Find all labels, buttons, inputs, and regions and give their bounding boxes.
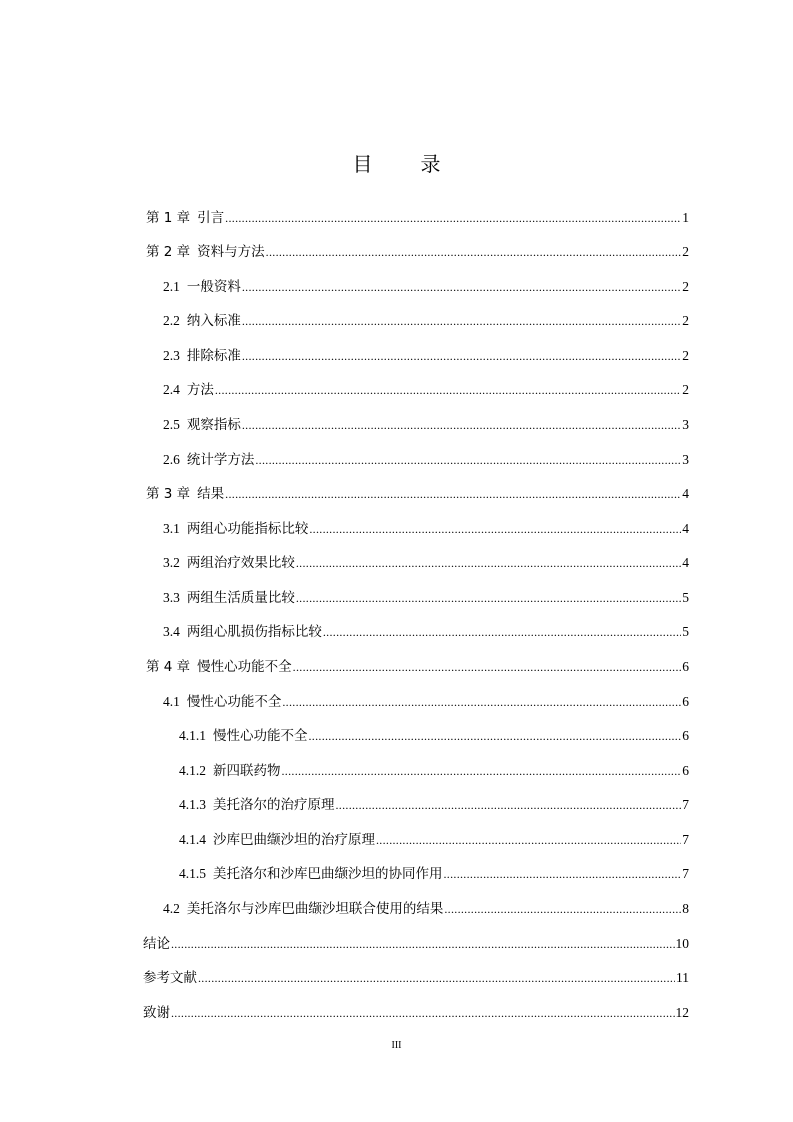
toc-leader-dots bbox=[198, 968, 675, 988]
toc-entry[interactable] bbox=[163, 450, 689, 470]
toc-entry[interactable] bbox=[179, 726, 689, 746]
toc-entry-page: 11 bbox=[676, 970, 689, 985]
toc-entry-number: 4.2 bbox=[163, 901, 180, 916]
toc-leader-dots bbox=[242, 277, 681, 297]
toc-entry-page: 2 bbox=[682, 348, 689, 363]
toc-leader-dots bbox=[296, 553, 681, 573]
toc-entry-title: 结论 bbox=[143, 936, 170, 952]
toc-entry-number: 3.4 bbox=[163, 624, 180, 639]
toc-entry-title: 资料与方法 bbox=[197, 244, 265, 260]
toc-entry-number: 2.4 bbox=[163, 382, 180, 397]
toc-entry-number: 2.2 bbox=[163, 313, 180, 328]
toc-leader-dots bbox=[282, 761, 682, 781]
toc-entry[interactable] bbox=[163, 346, 689, 366]
toc-entry-title: 纳入标准 bbox=[186, 313, 241, 329]
toc-leader-dots bbox=[309, 726, 682, 746]
toc-leader-dots bbox=[376, 830, 681, 850]
toc-entry-page: 2 bbox=[682, 313, 689, 328]
toc-entry-title: 慢性心功能不全 bbox=[213, 728, 308, 744]
toc-entry-page: 7 bbox=[682, 866, 689, 881]
toc-entry-title: 参考文献 bbox=[143, 970, 197, 986]
toc-entry-page: 5 bbox=[682, 624, 689, 639]
toc-leader-dots bbox=[225, 208, 681, 228]
toc-leader-dots bbox=[171, 1003, 675, 1023]
toc-entry-title: 美托洛尔和沙库巴曲缬沙坦的协同作用 bbox=[213, 866, 443, 882]
toc-entry-title: 两组心肌损伤指标比较 bbox=[186, 624, 322, 640]
toc-leader-dots bbox=[323, 622, 681, 642]
toc-entry-title: 慢性心功能不全 bbox=[197, 659, 292, 675]
page-number-footer: III bbox=[391, 1040, 402, 1051]
toc-entry-number: 2.5 bbox=[163, 417, 180, 432]
toc-entry-title: 两组心功能指标比较 bbox=[186, 521, 309, 537]
toc-leader-dots bbox=[336, 795, 682, 815]
toc-entry[interactable] bbox=[163, 519, 689, 539]
toc-entry-number: 2.3 bbox=[163, 348, 180, 363]
toc-title: 目 录 bbox=[352, 152, 455, 176]
toc-entry-number: 4.1 bbox=[163, 694, 180, 709]
toc-entry-title: 观察指标 bbox=[186, 417, 241, 433]
toc-entry[interactable] bbox=[143, 968, 689, 988]
toc-entry-title: 方法 bbox=[186, 382, 214, 398]
toc-entry-number: 4.1.5 bbox=[179, 866, 206, 881]
toc-entry[interactable] bbox=[163, 899, 689, 919]
toc-entry-page: 2 bbox=[682, 382, 689, 397]
toc-entry-page: 5 bbox=[682, 590, 689, 605]
toc-entry[interactable] bbox=[146, 657, 689, 677]
toc-entry-page: 3 bbox=[682, 417, 689, 432]
toc-entry[interactable] bbox=[163, 415, 689, 435]
toc-entry-title: 结果 bbox=[197, 486, 225, 502]
toc-leader-dots bbox=[296, 588, 681, 608]
toc-entry-number: 第 1 章 bbox=[146, 210, 191, 226]
toc-entry-title: 美托洛尔的治疗原理 bbox=[213, 797, 335, 813]
toc-entry-number: 2.6 bbox=[163, 452, 180, 467]
toc-entry-page: 4 bbox=[682, 486, 689, 501]
toc-entry-page: 8 bbox=[682, 901, 689, 916]
toc-entry-page: 6 bbox=[682, 763, 689, 778]
toc-entry-number: 4.1.4 bbox=[179, 832, 206, 847]
toc-entry-title: 致谢 bbox=[143, 1005, 170, 1021]
toc-entry-title: 沙库巴曲缬沙坦的治疗原理 bbox=[213, 832, 375, 848]
toc-entry-number: 3.1 bbox=[163, 521, 180, 536]
toc-entry[interactable] bbox=[179, 761, 689, 781]
toc-entry-title: 新四联药物 bbox=[213, 763, 281, 779]
toc-leader-dots bbox=[215, 380, 681, 400]
toc-entry[interactable] bbox=[163, 622, 689, 642]
toc-leader-dots bbox=[171, 934, 675, 954]
toc-leader-dots bbox=[444, 899, 681, 919]
toc-entry[interactable] bbox=[163, 277, 689, 297]
toc-entry[interactable] bbox=[143, 1003, 689, 1023]
toc-leader-dots bbox=[282, 692, 681, 712]
toc-leader-dots bbox=[242, 415, 681, 435]
toc-entry[interactable] bbox=[179, 864, 689, 884]
toc-entry-page: 10 bbox=[675, 936, 689, 951]
toc-entry-page: 1 bbox=[682, 210, 689, 225]
toc-entry[interactable] bbox=[179, 830, 689, 850]
toc-leader-dots bbox=[293, 657, 682, 677]
toc-leader-dots bbox=[444, 864, 682, 884]
toc-entry[interactable] bbox=[163, 311, 689, 331]
toc-entry-number: 2.1 bbox=[163, 279, 180, 294]
toc-entry[interactable] bbox=[163, 553, 689, 573]
toc-entry[interactable] bbox=[146, 242, 689, 262]
toc-entry-title: 引言 bbox=[197, 210, 225, 226]
toc-entry-title: 两组治疗效果比较 bbox=[186, 555, 295, 571]
toc-leader-dots bbox=[242, 346, 681, 366]
toc-entry-page: 2 bbox=[682, 279, 689, 294]
toc-leader-dots bbox=[309, 519, 681, 539]
toc-entry-title: 两组生活质量比较 bbox=[186, 590, 295, 606]
toc-entry[interactable] bbox=[146, 484, 689, 504]
toc-entry-title: 美托洛尔与沙库巴曲缬沙坦联合使用的结果 bbox=[186, 901, 444, 917]
toc-entry-page: 4 bbox=[682, 521, 689, 536]
toc-leader-dots bbox=[266, 242, 682, 262]
toc-entry[interactable] bbox=[163, 588, 689, 608]
toc-entry-title: 一般资料 bbox=[186, 279, 241, 295]
toc-entry-page: 4 bbox=[682, 555, 689, 570]
toc-entry-page: 6 bbox=[682, 728, 689, 743]
toc-entry[interactable] bbox=[163, 692, 689, 712]
toc-entry-number: 4.1.2 bbox=[179, 763, 206, 778]
toc-entry-number: 3.3 bbox=[163, 590, 180, 605]
toc-entry[interactable] bbox=[163, 380, 689, 400]
toc-entry-page: 6 bbox=[682, 659, 689, 674]
toc-entry-number: 第 4 章 bbox=[146, 659, 191, 675]
toc-entry-title: 慢性心功能不全 bbox=[186, 694, 282, 710]
toc-entry-page: 6 bbox=[682, 694, 689, 709]
toc-entry-title: 排除标准 bbox=[186, 348, 241, 364]
toc-leader-dots bbox=[242, 311, 681, 331]
toc-entry-page: 2 bbox=[682, 244, 689, 259]
toc-entry-number: 第 2 章 bbox=[146, 244, 191, 260]
toc-entry[interactable] bbox=[146, 208, 689, 228]
toc-leader-dots bbox=[255, 450, 681, 470]
toc-entry-number: 4.1.3 bbox=[179, 797, 206, 812]
toc-entry-page: 7 bbox=[682, 797, 689, 812]
toc-entry-number: 第 3 章 bbox=[146, 486, 191, 502]
toc-entry-number: 3.2 bbox=[163, 555, 180, 570]
toc-leader-dots bbox=[225, 484, 681, 504]
toc-entry-title: 统计学方法 bbox=[186, 452, 255, 468]
toc-entry[interactable] bbox=[179, 795, 689, 815]
toc-entry-number: 4.1.1 bbox=[179, 728, 206, 743]
toc-entry[interactable] bbox=[143, 934, 689, 954]
toc-entry-page: 3 bbox=[682, 452, 689, 467]
toc-entry-page: 12 bbox=[675, 1005, 689, 1020]
toc-entry-page: 7 bbox=[682, 832, 689, 847]
